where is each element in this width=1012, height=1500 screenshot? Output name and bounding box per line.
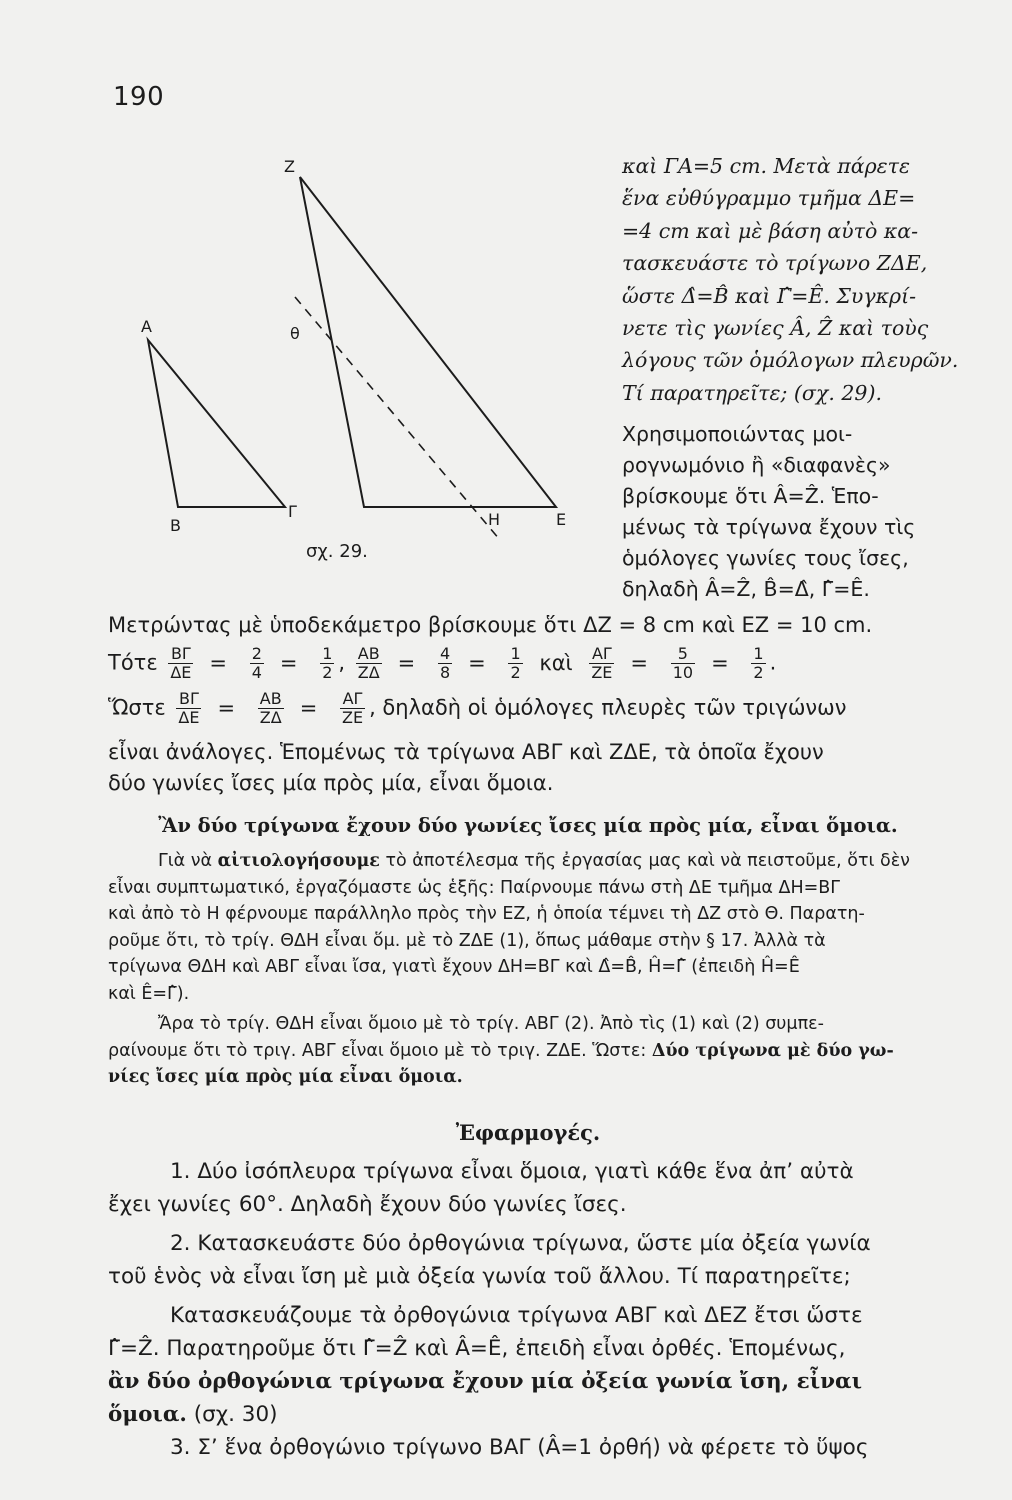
- hoste-word: Ὥστε: [108, 695, 166, 720]
- side-upright-line: Χρησιμοποιώντας μοι-: [622, 422, 853, 447]
- page-number: 190: [113, 82, 165, 112]
- figure-caption: σχ. 29.: [306, 541, 368, 562]
- side-upright-line: μένως τὰ τρίγωνα ἔχουν τὶς: [622, 515, 916, 540]
- fraction: $\frac{AB}{Z\Delta}$: [357, 644, 380, 682]
- fraction: $\frac{5}{10}$: [672, 644, 694, 682]
- proof-conclusion-bold: Δύο τρίγωνα μὲ δύο γω-: [651, 1040, 894, 1061]
- proof-text: [108, 848, 948, 1091]
- label-theta: θ: [290, 324, 300, 343]
- label-z: Z: [284, 157, 295, 176]
- fraction: $\frac{A\Gamma}{ZE}$: [591, 644, 613, 682]
- side-upright-line: ρογνωμόνιο ἢ «διαφανὲς»: [622, 453, 891, 478]
- side-italic-line: τασκευάστε τὸ τρίγωνο ΖΔΕ,: [622, 251, 928, 276]
- side-upright-line: βρίσκουμε ὅτι Â=Ẑ. Ἑπο-: [622, 484, 879, 509]
- fraction: $\frac{1}{2}$: [753, 644, 764, 682]
- proof-line: Ἄρα τὸ τρίγ. ΘΔΗ εἶναι ὅμοιο μὲ τὸ τρίγ. ΑΒΓ (2). Ἀπὸ τὶς (1) καὶ (2) συμπε-: [158, 1014, 824, 1034]
- proof-conclusion-bold: νίες ἴσες μία πρὸς μία εἶναι ὅμοια.: [108, 1067, 463, 1087]
- app-line: ἔχει γωνίες 60°. Δηλαδὴ ἔχουν δύο γωνίες ἴσες.: [108, 1192, 627, 1217]
- side-italic-line: καὶ ΓΑ=5 cm. Μετὰ πάρετε: [622, 154, 910, 178]
- triangle-zde: [300, 177, 556, 507]
- app-line: 1. Δύο ἰσόπλευρα τρίγωνα εἶναι ὅμοια, γιατὶ κάθε ἕνα ἀπ’ αὐτὰ: [170, 1159, 854, 1184]
- proof-line: [108, 1064, 948, 1091]
- kai-word: καὶ: [539, 650, 573, 675]
- theorem-statement: Ἂν δύο τρίγωνα ἔχουν δύο γωνίες ἴσες μία πρὸς μία, εἶναι ὅμοια.: [158, 814, 898, 837]
- proof-line: Γιὰ νὰ αἰτιολογήσουμε τὸ ἀποτέλεσμα τῆς ἐργασίας μας καὶ νὰ πειστοῦμε, ὅτι δὲν: [158, 851, 910, 871]
- label-gamma: Γ: [288, 502, 297, 521]
- fraction: $\frac{1}{2}$: [510, 644, 521, 682]
- side-text: [622, 150, 959, 605]
- fraction: $\frac{A\Gamma}{ZE}$: [342, 689, 364, 727]
- hoste-line: Ὥστε $\frac{B\Gamma}{\Delta E}$ = $\frac{AB}{Z\Delta}$ = $\frac{A\Gamma}{ZE}$ , δηλαδὴ οἱ ὁμόλογες πλευρὲς τῶν τριγώνων: [108, 689, 847, 727]
- emphasis-word: αἰτιολογήσουμε: [217, 851, 380, 871]
- side-upright-line: ὁμόλογες γωνίες τους ἴσες,: [622, 546, 909, 571]
- proof-line: εἶναι συμπτωματικό, ἐργαζόμαστε ὡς ἑξῆς: Παίρνουμε πάνω στὴ ΔΕ τμῆμα ΔΗ=ΒΓ: [108, 877, 841, 898]
- fraction: $\frac{B\Gamma}{\Delta E}$: [178, 689, 200, 727]
- app-line: Κατασκευάζουμε τὰ ὀρθογώνια τρίγωνα ΑΒΓ καὶ ΔΕΖ ἔτσι ὥστε: [170, 1303, 863, 1328]
- fraction: $\frac{4}{8}$: [439, 644, 451, 682]
- main-text: [108, 610, 948, 641]
- conclusion-line: δύο γωνίες ἴσες μία πρὸς μία, εἶναι ὅμοια.: [108, 771, 554, 795]
- app-line: 2. Κατασκευάστε δύο ὀρθογώνια τρίγωνα, ὥστε μία ὀξεία γωνία: [170, 1231, 871, 1256]
- side-upright-line: δηλαδὴ Â=Ẑ, B̂=Δ̂, Γ̂=Ê.: [622, 577, 870, 602]
- app-line: Γ̂=Ẑ. Παρατηροῦμε ὅτι Γ̂=Ẑ καὶ Â=Ê, ἐπειδὴ εἶναι ὀρθές. Ἑπομένως,: [108, 1336, 846, 1361]
- figure-29: [130, 145, 590, 585]
- side-italic-line: νετε τὶς γωνίες Â, Ẑ καὶ τοὺς: [622, 316, 929, 341]
- side-italic-line: =4 cm καὶ μὲ βάση αὐτὸ κα-: [622, 218, 919, 243]
- proof-line: καὶ Ê=Γ̂).: [108, 983, 190, 1004]
- side-italic-line: ἕνα εὐθύγραμμο τμῆμα ΔΕ=: [622, 186, 916, 211]
- fraction: $\frac{1}{2}$: [322, 644, 333, 682]
- measure-line: Μετρώντας μὲ ὑποδεκάμετρο βρίσκουμε ὅτι ΔΖ = 8 cm καὶ ΕΖ = 10 cm.: [108, 613, 873, 637]
- proof-line: καὶ ἀπὸ τὸ Η φέρνουμε παράλληλο πρὸς τὴν ΕΖ, ἡ ὁποία τέμνει τὴ ΔΖ στὸ Θ. Παρατη-: [108, 904, 865, 924]
- fraction: $\frac{2}{4}$: [251, 644, 262, 682]
- conclusion-text: [108, 737, 948, 799]
- proof-line: τρίγωνα ΘΔΗ καὶ ΑΒΓ εἶναι ἴσα, γιατὶ ἔχουν ΔΗ=ΒΓ καὶ Δ̂=B̂, Ĥ=Γ̂ (ἐπειδὴ Ĥ=Ê: [108, 957, 800, 977]
- proof-line: ραίνουμε ὅτι τὸ τριγ. ΑΒΓ εἶναι ὅμοιο μὲ τὸ τριγ. ΖΔΕ. Ὥστε: Δύο τρίγωνα μὲ δύο γω-: [108, 1040, 894, 1061]
- fraction: $\frac{B\Gamma}{\Delta E}$: [170, 644, 192, 682]
- ratio-line: Τότε $\frac{B\Gamma}{\Delta E}$ = $\frac{2}{4}$ = $\frac{1}{2}$ , $\frac{AB}{Z\Delta}$ = $\frac{4}{8}$ = $\frac{1}{2}$ καὶ $\frac{A\Gamma}{ZE}$ = $\frac{5}{10}$ = $\frac{1}{2}$ .: [108, 644, 777, 682]
- applications-heading: Ἐφαρμογές.: [455, 1120, 601, 1145]
- app-line: τοῦ ἑνὸς νὰ εἶναι ἴση μὲ μιὰ ὀξεία γωνία τοῦ ἄλλου. Τί παρατηρεῖτε;: [108, 1264, 851, 1289]
- label-a: A: [141, 317, 152, 336]
- side-italic-line: ὥστε Δ̂=B̂ καὶ Γ̂=Ê. Συγκρί-: [622, 283, 917, 308]
- triangle-abg: [148, 340, 285, 507]
- dashed-parallel-line: [295, 297, 500, 540]
- proof-line: ροῦμε ὅτι, τὸ τρίγ. ΘΔΗ εἶναι ὅμ. μὲ τὸ ΖΔΕ (1), ὅπως μάθαμε στὴν § 17. Ἀλλὰ τὰ: [108, 930, 826, 951]
- label-b: B: [170, 516, 181, 535]
- app-bold-conclusion: ἂν δύο ὀρθογώνια τρίγωνα ἔχουν μία ὀξεία γωνία ἴση, εἶναι ὅμοια.: [108, 1369, 862, 1427]
- tote-word: Τότε: [108, 650, 158, 675]
- side-italic-line: λόγους τῶν ὁμόλογων πλευρῶν.: [622, 348, 959, 373]
- label-h: H: [488, 510, 501, 529]
- label-e: E: [556, 510, 567, 529]
- side-italic-line: Τί παρατηρεῖτε; (σχ. 29).: [622, 380, 882, 405]
- hoste-tail: , δηλαδὴ οἱ ὁμόλογες πλευρὲς τῶν τριγώνων: [369, 695, 847, 720]
- applications-text: [108, 1155, 948, 1464]
- fraction: $\frac{AB}{Z\Delta}$: [259, 689, 282, 727]
- conclusion-line: εἶναι ἀνάλογες. Ἑπομένως τὰ τρίγωνα ΑΒΓ καὶ ΖΔΕ, τὰ ὁποῖα ἔχουν: [108, 740, 824, 764]
- app-line: 3. Σ’ ἕνα ὀρθογώνιο τρίγωνο ΒΑΓ (Â=1 ὀρθή) νὰ φέρετε τὸ ὕψος: [170, 1435, 869, 1460]
- app-line: ἂν δύο ὀρθογώνια τρίγωνα ἔχουν μία ὀξεία γωνία ἴση, εἶναι ὅμοια. (σχ. 30): [108, 1369, 862, 1427]
